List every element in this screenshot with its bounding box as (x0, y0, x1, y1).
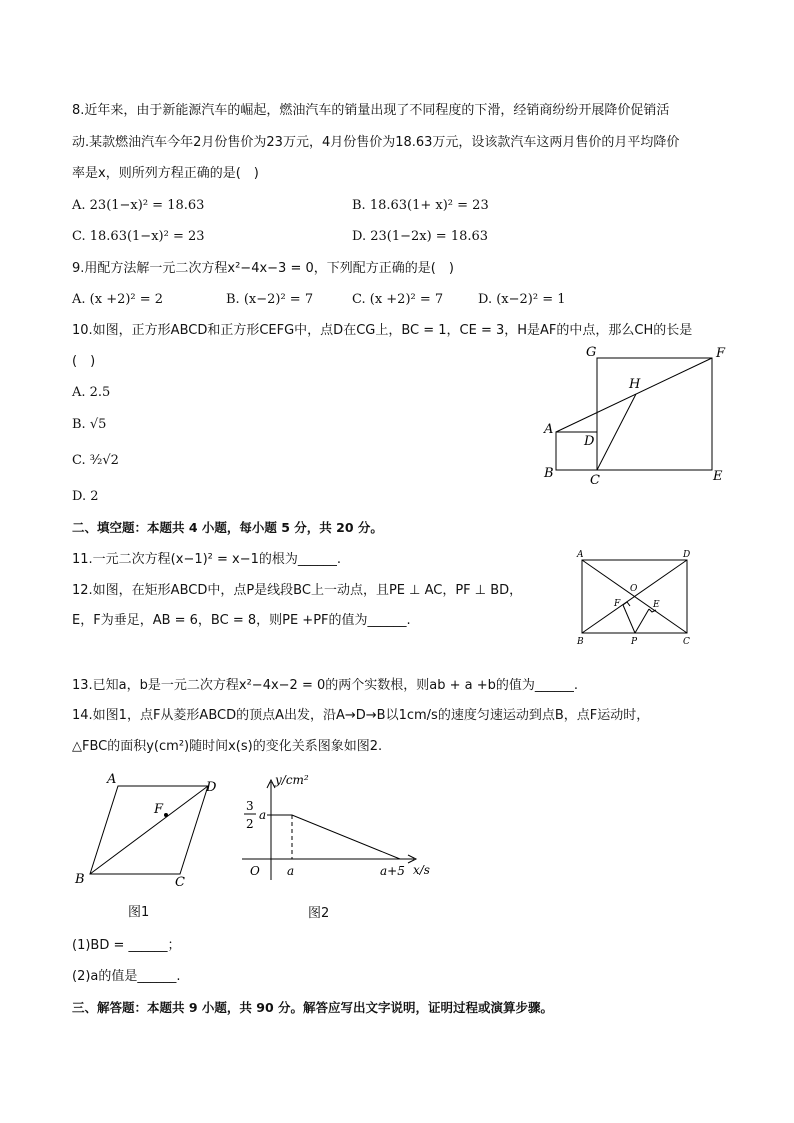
q9-option-b: B. (x−2)² = 7 (226, 292, 314, 307)
q10-option-d: D. 2 (72, 489, 99, 504)
fig1-label-f: F (154, 802, 164, 817)
q10-label-g: G (586, 345, 597, 360)
q10-label-c: C (590, 473, 600, 487)
q8-option-b: B. 18.63(1+ x)² = 23 (352, 198, 489, 213)
fig1-label-d: D (206, 780, 217, 795)
fig1-label-c: C (175, 875, 185, 890)
q12-label-e: E (653, 600, 660, 610)
q13-text: 13.已知a，b是一元二次方程x²−4x−2 = 0的两个实数根，则ab + a +b的值为______. (72, 678, 578, 693)
fig2-caption: 图2 (308, 906, 330, 921)
q12-line2: E，F为垂足，AB = 6，BC = 8，则PE +PF的值为______. (72, 613, 411, 628)
q10-label-h: H (629, 377, 641, 392)
q14-sub1: (1)BD = ______； (72, 938, 181, 953)
section3-heading: 三、解答题：本题共 9 小题，共 90 分。解答应写出文字说明，证明过程或演算步骤。 (72, 1000, 554, 1015)
q10-paren: ( ) (72, 354, 96, 369)
q9-option-c: C. (x +2)² = 7 (352, 292, 444, 307)
q8-option-c: C. 18.63(1−x)² = 23 (72, 229, 205, 244)
q10-stem: 10.如图，正方形ABCD和正方形CEFG中，点D在CG上，BC = 1，CE = 3，H是AF的中点，那么CH的长是 (72, 323, 693, 338)
q8-line2: 动.某款燃油汽车今年2月份售价为23万元，4月份售价为18.63万元，设该款汽车这两月售价的月平均降价 (72, 135, 680, 150)
fig2-frac-num: 3 (246, 799, 254, 813)
q10-label-d: D (584, 434, 595, 449)
q12-label-d: D (683, 550, 691, 560)
q8-line3: 率是x，则所列方程正确的是( ) (72, 166, 259, 181)
q10-option-b: B. √5 (72, 417, 107, 432)
fig1-caption: 图1 (128, 905, 150, 920)
q14-line2: △FBC的面积y(cm²)随时间x(s)的变化关系图象如图2. (72, 739, 383, 754)
fig2-y-axis-label: y/cm² (275, 773, 309, 787)
q14-line1: 14.如图1，点F从菱形ABCD的顶点A出发，沿A→D→B以1cm/s的速度匀速运动到点B，点F运动时， (72, 708, 650, 723)
fig2-a-plus-5: a+5 (380, 864, 405, 878)
q12-label-a: A (577, 550, 584, 560)
q10-figure (540, 342, 730, 487)
fig2-a-y: a (259, 808, 267, 822)
q14-figure1-rhombus (70, 770, 230, 890)
q10-label-b: B (544, 466, 554, 481)
fig2-origin: O (250, 864, 260, 878)
q10-label-a: A (544, 422, 554, 437)
q12-label-c: C (683, 637, 690, 647)
q12-label-b: B (577, 637, 584, 647)
q10-label-f: F (716, 346, 726, 361)
q10-option-c: C. ³⁄₂√2 (72, 453, 119, 468)
q9-option-d: D. (x−2)² = 1 (478, 292, 566, 307)
q11-text: 11.一元二次方程(x−1)² = x−1的根为______. (72, 552, 342, 567)
q10-option-a: A. 2.5 (72, 385, 111, 400)
q14-figure2-graph (228, 768, 448, 888)
fig1-label-a: A (107, 772, 117, 787)
q14-sub2: (2)a的值是______. (72, 969, 181, 984)
q10-label-e: E (713, 469, 723, 484)
fig2-a-x: a (287, 864, 295, 878)
q8-option-a: A. 23(1−x)² = 18.63 (72, 198, 205, 213)
q12-label-o: O (630, 584, 638, 594)
fig1-label-b: B (75, 872, 85, 887)
q12-line1: 12.如图，在矩形ABCD中，点P是线段BC上一动点，且PE ⊥ AC，PF ⊥ BD， (72, 583, 523, 598)
q12-label-p: P (631, 637, 638, 647)
fig2-frac-den: 2 (246, 817, 254, 831)
q9-stem: 9.用配方法解一元二次方程x²−4x−3 = 0，下列配方正确的是( ) (72, 261, 454, 276)
q8-line1: 8.近年来，由于新能源汽车的崛起，燃油汽车的销量出现了不同程度的下滑，经销商纷纷开展降价促销活 (72, 103, 670, 118)
q8-option-d: D. 23(1−2x) = 18.63 (352, 229, 489, 244)
q9-option-a: A. (x +2)² = 2 (72, 292, 164, 307)
q12-label-f: F (614, 599, 621, 609)
q12-figure (572, 546, 702, 650)
fig2-x-axis-label: x/s (413, 863, 430, 877)
section2-heading: 二、填空题：本题共 4 小题，每小题 5 分，共 20 分。 (72, 520, 383, 535)
